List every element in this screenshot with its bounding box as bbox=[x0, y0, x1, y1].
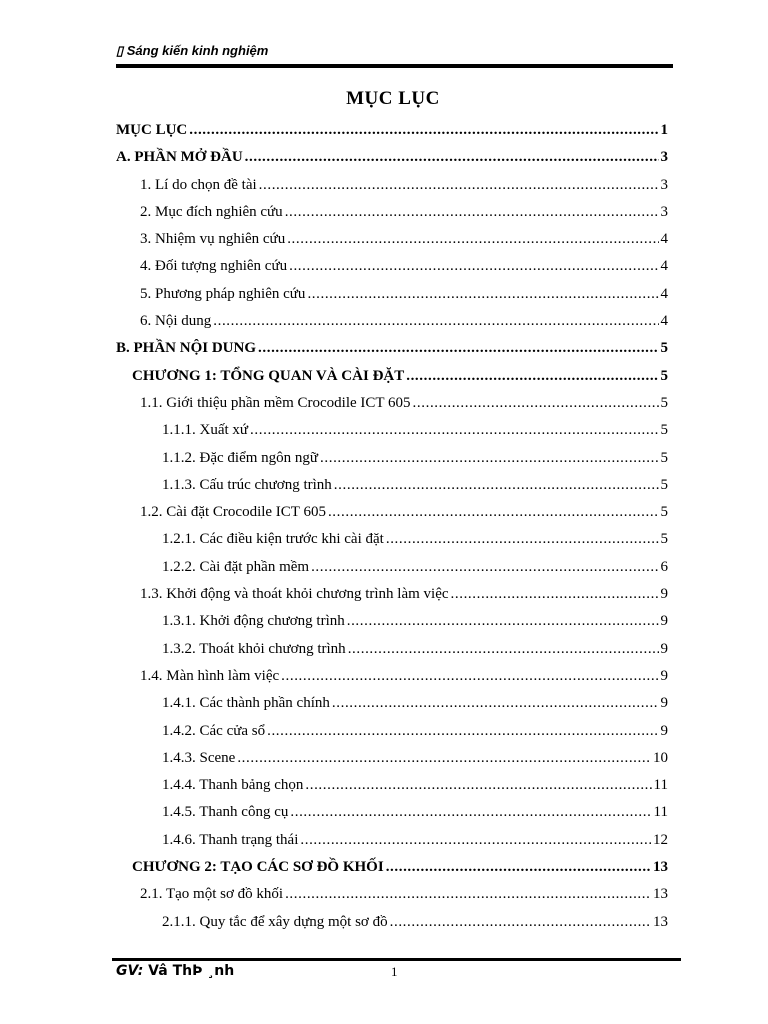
toc-dot-leader bbox=[267, 718, 658, 745]
toc-entry-page: 13 bbox=[653, 886, 668, 903]
toc-entry-title: 1.2.1. Các điều kiện trước khi cài đặt bbox=[162, 531, 384, 548]
toc-entry-page: 4 bbox=[660, 313, 668, 330]
toc-dot-leader bbox=[305, 772, 651, 799]
toc-entry-title: B. PHẦN NỘI DUNG bbox=[116, 340, 257, 357]
toc-dot-leader bbox=[413, 390, 659, 417]
toc-dot-leader bbox=[347, 608, 659, 635]
toc-entry[interactable] bbox=[116, 363, 668, 390]
toc-dot-leader bbox=[332, 690, 659, 717]
toc-entry-title: 1.1.1. Xuất xứ bbox=[162, 422, 249, 439]
toc-entry-title: 2. Mục đích nghiên cứu bbox=[140, 203, 283, 220]
toc-entry-title: 4. Đối tượng nghiên cứu bbox=[140, 258, 288, 275]
toc-entry[interactable] bbox=[116, 827, 668, 854]
toc-entry[interactable] bbox=[116, 335, 668, 362]
toc-entry-title: 1.1.3. Cấu trúc chương trình bbox=[162, 476, 332, 493]
toc-dot-leader bbox=[386, 526, 659, 553]
toc-entry-page: 5 bbox=[660, 504, 668, 521]
toc-entry-title: 3. Nhiệm vụ nghiên cứu bbox=[140, 231, 286, 248]
toc-entry-page: 5 bbox=[660, 394, 668, 411]
toc-entry-title: 1.4.5. Thanh công cụ bbox=[162, 804, 289, 821]
toc-entry-title: A. PHẦN MỞ ĐẦU bbox=[116, 149, 243, 166]
toc-dot-leader bbox=[334, 472, 659, 499]
toc-entry-page: 9 bbox=[660, 695, 668, 712]
toc-entry-title: 1. Lí do chọn đề tài bbox=[140, 176, 257, 193]
toc-entry[interactable] bbox=[116, 117, 668, 144]
toc-dot-leader bbox=[287, 226, 658, 253]
toc-entry[interactable] bbox=[116, 308, 668, 335]
footer-author-name: Vâ ThÞ ¸nh bbox=[148, 963, 235, 979]
header-bullet-icon: ▯ bbox=[116, 43, 127, 58]
toc-entry-title: 1.1.2. Đặc điểm ngôn ngữ bbox=[162, 449, 319, 466]
toc-entry-page: 5 bbox=[660, 531, 668, 548]
toc-entry-title: MỤC LỤC bbox=[116, 122, 188, 138]
toc-dot-leader bbox=[451, 581, 659, 608]
toc-entry[interactable] bbox=[116, 499, 668, 526]
toc-dot-leader bbox=[311, 554, 658, 581]
toc-entry[interactable] bbox=[116, 472, 668, 499]
toc-entry-title: 1.3.1. Khởi động chương trình bbox=[162, 613, 345, 630]
toc-entry[interactable] bbox=[116, 909, 668, 936]
toc-entry-title: 1.1. Giới thiệu phần mềm Crocodile ICT 605 bbox=[140, 394, 411, 411]
toc-dot-leader bbox=[281, 663, 658, 690]
toc-entry-page: 9 bbox=[660, 722, 668, 739]
toc-entry-page: 13 bbox=[653, 859, 668, 876]
table-of-contents bbox=[116, 117, 668, 936]
toc-dot-leader bbox=[189, 117, 658, 144]
toc-entry[interactable] bbox=[116, 718, 668, 745]
toc-entry[interactable] bbox=[116, 690, 668, 717]
toc-entry[interactable] bbox=[116, 526, 668, 553]
toc-entry-title: 1.2.2. Cài đặt phần mềm bbox=[162, 558, 310, 575]
toc-entry-page: 11 bbox=[653, 777, 668, 794]
toc-entry[interactable] bbox=[116, 608, 668, 635]
toc-entry-title: 1.3.2. Thoát khỏi chương trình bbox=[162, 640, 346, 657]
toc-entry-title: 1.4. Màn hình làm việc bbox=[140, 667, 280, 684]
toc-entry[interactable] bbox=[116, 636, 668, 663]
toc-entry-page: 9 bbox=[660, 613, 668, 630]
page-header bbox=[116, 43, 268, 59]
toc-dot-leader bbox=[250, 417, 658, 444]
toc-entry-page: 1 bbox=[660, 122, 668, 138]
toc-dot-leader bbox=[300, 827, 651, 854]
toc-entry[interactable] bbox=[116, 581, 668, 608]
toc-dot-leader bbox=[259, 172, 659, 199]
toc-dot-leader bbox=[245, 144, 659, 171]
footer-author bbox=[116, 963, 234, 979]
toc-entry-page: 3 bbox=[660, 176, 668, 193]
toc-entry[interactable] bbox=[116, 799, 668, 826]
toc-entry[interactable] bbox=[116, 417, 668, 444]
toc-entry[interactable] bbox=[116, 854, 668, 881]
toc-entry-page: 4 bbox=[660, 285, 668, 302]
toc-entry-page: 10 bbox=[653, 749, 668, 766]
toc-dot-leader bbox=[258, 335, 658, 362]
toc-entry-page: 13 bbox=[653, 913, 668, 930]
toc-entry[interactable] bbox=[116, 772, 668, 799]
toc-entry[interactable] bbox=[116, 226, 668, 253]
toc-entry-title: 1.4.3. Scene bbox=[162, 749, 236, 766]
toc-entry-page: 3 bbox=[660, 149, 668, 166]
toc-dot-leader bbox=[213, 308, 658, 335]
toc-entry-title: 1.4.2. Các cửa sổ bbox=[162, 722, 266, 739]
toc-entry-title: 2.1. Tạo một sơ đồ khối bbox=[140, 886, 284, 903]
toc-entry[interactable] bbox=[116, 390, 668, 417]
toc-entry[interactable] bbox=[116, 172, 668, 199]
toc-entry-title: 1.4.1. Các thành phần chính bbox=[162, 695, 330, 712]
footer-gv-label: GV: bbox=[116, 963, 144, 979]
toc-entry[interactable] bbox=[116, 144, 668, 171]
toc-entry-title: 5. Phương pháp nghiên cứu bbox=[140, 285, 306, 302]
toc-entry-page: 12 bbox=[653, 831, 668, 848]
toc-entry-title: 1.4.4. Thanh bảng chọn bbox=[162, 777, 304, 794]
toc-entry[interactable] bbox=[116, 253, 668, 280]
toc-dot-leader bbox=[328, 499, 659, 526]
footer-page-number: 1 bbox=[391, 964, 398, 979]
toc-dot-leader bbox=[285, 199, 659, 226]
toc-entry[interactable] bbox=[116, 881, 668, 908]
header-divider bbox=[116, 64, 673, 68]
toc-entry-page: 5 bbox=[660, 449, 668, 466]
footer-divider bbox=[112, 958, 681, 961]
toc-entry-page: 5 bbox=[660, 422, 668, 439]
page-title: MỤC LỤC bbox=[346, 88, 440, 109]
toc-dot-leader bbox=[320, 445, 658, 472]
toc-entry-title: 1.3. Khởi động và thoát khỏi chương trình làm việc bbox=[140, 586, 449, 603]
toc-entry[interactable] bbox=[116, 554, 668, 581]
toc-entry[interactable] bbox=[116, 281, 668, 308]
toc-entry-page: 5 bbox=[660, 367, 668, 384]
toc-entry-page: 4 bbox=[660, 258, 668, 275]
toc-dot-leader bbox=[289, 253, 658, 280]
toc-entry[interactable] bbox=[116, 663, 668, 690]
toc-entry-page: 3 bbox=[660, 203, 668, 220]
toc-entry-page: 9 bbox=[660, 667, 668, 684]
header-text: Sáng kiến kinh nghiệm bbox=[126, 43, 269, 58]
toc-entry[interactable] bbox=[116, 199, 668, 226]
toc-dot-leader bbox=[290, 799, 651, 826]
toc-entry-page: 11 bbox=[653, 804, 668, 821]
toc-dot-leader bbox=[390, 909, 651, 936]
toc-dot-leader bbox=[285, 881, 651, 908]
toc-dot-leader bbox=[406, 363, 658, 390]
toc-entry[interactable] bbox=[116, 745, 668, 772]
toc-entry-page: 9 bbox=[660, 640, 668, 657]
toc-entry-title: CHƯƠNG 1: TỔNG QUAN VÀ CÀI ĐẶT bbox=[132, 367, 405, 384]
toc-dot-leader bbox=[237, 745, 651, 772]
toc-entry-title: 1.2. Cài đặt Crocodile ICT 605 bbox=[140, 504, 326, 521]
toc-entry-page: 5 bbox=[660, 340, 668, 357]
toc-entry-title: 2.1.1. Quy tắc để xây dựng một sơ đồ bbox=[162, 913, 388, 930]
toc-entry[interactable] bbox=[116, 445, 668, 472]
toc-dot-leader bbox=[386, 854, 651, 881]
toc-entry-page: 4 bbox=[660, 231, 668, 248]
toc-entry-title: 1.4.6. Thanh trạng thái bbox=[162, 831, 299, 848]
toc-entry-page: 9 bbox=[660, 586, 668, 603]
toc-entry-page: 5 bbox=[660, 476, 668, 493]
toc-entry-page: 6 bbox=[660, 558, 668, 575]
toc-entry-title: 6. Nội dung bbox=[140, 313, 212, 330]
toc-dot-leader bbox=[307, 281, 658, 308]
toc-dot-leader bbox=[348, 636, 659, 663]
toc-entry-title: CHƯƠNG 2: TẠO CÁC SƠ ĐỒ KHỐI bbox=[132, 859, 384, 876]
